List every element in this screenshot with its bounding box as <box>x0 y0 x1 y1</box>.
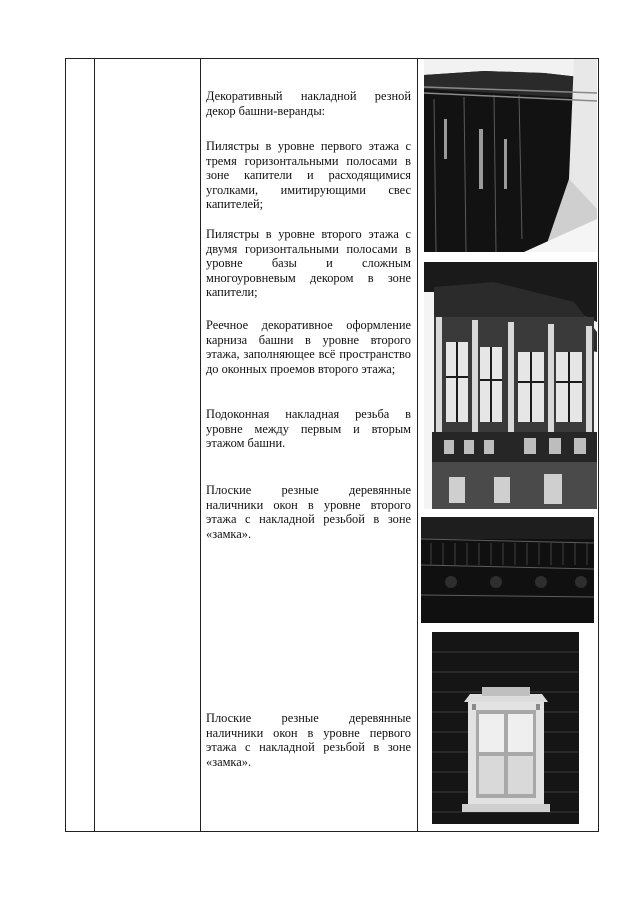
veranda-tower-photo <box>424 262 597 509</box>
table-left-border <box>65 58 66 832</box>
carved-window-frame-photo <box>432 632 579 824</box>
table-col-divider-3 <box>417 58 418 832</box>
roof-eave-carving-photo <box>424 59 597 252</box>
cornice-slat-decor-text: Реечное декоративное оформление карниза башни в уровне второго этажа, заполняющее всё пространство до оконных проемов второго этажа; <box>206 318 411 376</box>
pilasters-second-floor-text: Пилястры в уровне второго этажа с двумя горизонтальными полосами в уровне базы и сложным многоуровневым декором в зоне капители; <box>206 227 411 300</box>
window-sill-carving-text: Подоконная накладная резьба в уровне между первым и вторым этажом башни. <box>206 407 411 451</box>
pilasters-first-floor-text: Пилястры в уровне первого этажа с тремя горизонтальными полосами в зоне капители и расходящимися уголками, имитирующими свес капителей; <box>206 139 411 212</box>
cornice-slat-decor-photo <box>421 517 594 623</box>
table-right-border <box>598 58 599 832</box>
table-col-divider-1 <box>94 58 95 832</box>
decor-intro-text: Декоративный накладной резной декор башни-веранды: <box>206 89 411 118</box>
first-floor-window-frames-text: Плоские резные деревянные наличники окон в уровне первого этажа с накладной резьбой в зоне «замка». <box>206 711 411 769</box>
table-col-divider-2 <box>200 58 201 832</box>
table-bottom-border <box>65 831 599 832</box>
second-floor-window-frames-text: Плоские резные деревянные наличники окон в уровне второго этажа с накладной резьбой в зоне «замка». <box>206 483 411 541</box>
